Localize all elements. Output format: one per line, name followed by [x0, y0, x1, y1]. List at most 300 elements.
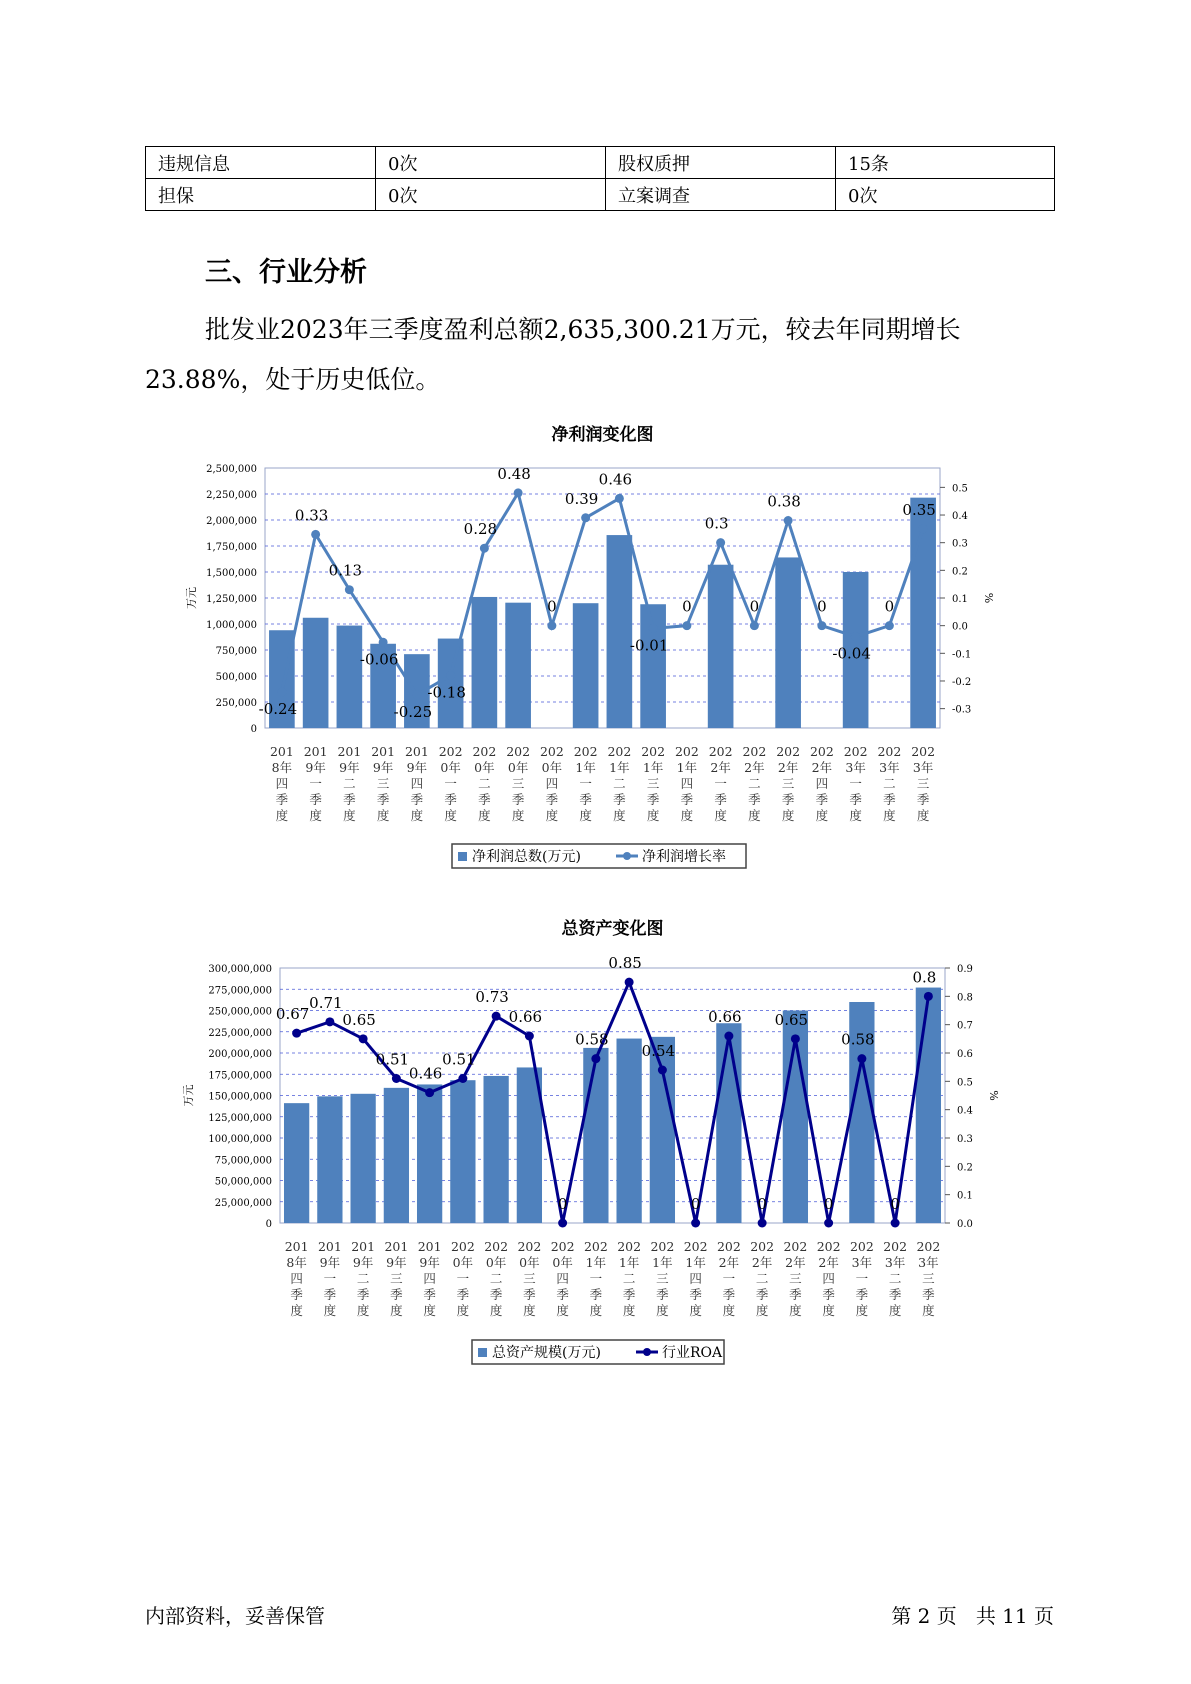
legend-label: 净利润总数(万元) [472, 849, 581, 865]
data-label: 0.46 [408, 1064, 443, 1083]
line-point [547, 621, 556, 630]
chart-title: 总资产变化图 [561, 919, 664, 939]
category-label: 1年 [685, 1255, 706, 1270]
data-label: 0 [757, 1195, 767, 1213]
category-label: 季 [656, 1287, 669, 1302]
category-label: 季 [622, 1287, 636, 1302]
category-label: 202 [607, 744, 632, 759]
category-label: 2年 [818, 1255, 839, 1270]
category-label: 季 [309, 792, 322, 807]
category-label: 季 [714, 792, 727, 807]
line-point [924, 992, 933, 1001]
table-cell: 股权质押 [606, 147, 836, 179]
category-label: 202 [708, 744, 733, 759]
category-label: 201 [317, 1239, 342, 1254]
line-point [658, 1066, 667, 1075]
y-tick-label: 2,250,000 [206, 490, 257, 501]
legend-label: 行业ROA [662, 1345, 723, 1361]
category-label: 季 [523, 1287, 536, 1302]
category-label: 度 [722, 1303, 736, 1318]
category-label: 一 [456, 1271, 470, 1286]
category-label: 二 [478, 776, 491, 791]
category-label: 度 [855, 1303, 869, 1318]
bar [916, 988, 941, 1223]
category-label: 二 [883, 776, 896, 791]
y-tick-label: 300,000,000 [208, 964, 272, 975]
bar [716, 1023, 741, 1223]
category-label: 二 [755, 1271, 769, 1286]
category-label: 度 [689, 1303, 702, 1318]
y-tick-label: 275,000,000 [208, 985, 272, 997]
line-point [345, 585, 354, 594]
category-label: 四 [410, 776, 424, 791]
category-label: 202 [484, 1239, 509, 1254]
category-label: 2年 [777, 760, 799, 775]
category-label: 度 [523, 1303, 536, 1318]
category-label: 季 [755, 1287, 769, 1302]
data-label: -0.24 [258, 700, 298, 719]
category-label: 1年 [585, 1255, 607, 1270]
line-point [750, 621, 759, 630]
y2-axis-label: % [982, 592, 995, 604]
data-label: 0.66 [508, 1008, 543, 1026]
category-label: 季 [849, 792, 862, 807]
line-point [824, 1219, 833, 1228]
category-label: 三 [390, 1271, 403, 1286]
category-label: 二 [343, 776, 356, 791]
category-label: 201 [417, 1239, 442, 1254]
category-label: 201 [303, 744, 328, 759]
bar [583, 1048, 608, 1223]
table-row [146, 179, 1055, 211]
legend-label: 净利润增长率 [642, 849, 726, 865]
category-label: 度 [822, 1303, 835, 1318]
y-tick-label: 1,750,000 [206, 542, 257, 553]
table-cell: 0次 [376, 179, 606, 211]
line-point [558, 1219, 567, 1228]
category-label: 度 [489, 1303, 503, 1318]
line-point [885, 621, 894, 630]
bar [505, 603, 531, 728]
line-point [682, 621, 691, 630]
table-cell: 担保 [146, 179, 376, 211]
y2-tick-label: 0.3 [957, 1134, 973, 1145]
category-label: 季 [589, 1287, 603, 1302]
table-cell: 立案调查 [606, 179, 836, 211]
y2-tick-label: 0.5 [952, 483, 968, 495]
category-label: 三 [916, 776, 930, 791]
data-label: 0.51 [442, 1050, 476, 1069]
y2-tick-label: -0.1 [952, 649, 972, 661]
category-label: 度 [680, 808, 694, 823]
y2-tick-label: -0.3 [952, 704, 972, 716]
data-label: 0.38 [767, 492, 801, 511]
data-label: 0.67 [275, 1005, 310, 1024]
category-label: 二 [622, 1271, 636, 1286]
category-label: 9年 [372, 760, 394, 775]
y2-tick-label: 0.5 [957, 1077, 973, 1089]
line-point [480, 544, 489, 553]
category-label: 9年 [406, 760, 428, 775]
category-label: 季 [722, 1287, 736, 1302]
data-label: 0.13 [328, 561, 363, 580]
category-label: 0年 [541, 760, 563, 775]
y-tick-label: 250,000 [215, 698, 257, 709]
category-label: 四 [290, 1271, 303, 1286]
data-label: -0.06 [359, 650, 399, 669]
category-label: 季 [748, 792, 761, 807]
data-label: 0.58 [841, 1030, 875, 1049]
y-tick-label: 0 [265, 1219, 272, 1230]
category-label: 一 [323, 1271, 337, 1286]
section-title: 三、行业分析 [205, 257, 367, 288]
table-cell: 15条 [836, 147, 1055, 179]
category-label: 季 [556, 1287, 569, 1302]
category-label: 3年 [884, 1255, 906, 1270]
y-axis-label: 万元 [185, 587, 198, 609]
category-label: 8年 [271, 760, 293, 775]
y-tick-label: 2,500,000 [206, 464, 257, 475]
footer-page-number: 第 2 页 共 11 页 [891, 1604, 1054, 1628]
bar [775, 557, 801, 728]
data-label: 0.85 [608, 954, 642, 973]
category-label: 度 [916, 808, 930, 823]
category-label: 202 [816, 1239, 841, 1254]
category-label: 季 [922, 1287, 935, 1302]
category-label: 0年 [474, 760, 495, 775]
category-label: 9年 [305, 760, 326, 775]
line-point [581, 513, 590, 522]
y2-axis-label: % [987, 1090, 1000, 1101]
legend-line-marker [643, 1348, 651, 1356]
bar [284, 1103, 309, 1223]
footer-confidential: 内部资料，妥善保管 [145, 1604, 325, 1628]
category-label: 度 [622, 1303, 636, 1318]
category-label: 202 [674, 744, 699, 759]
data-label: 0.46 [598, 470, 633, 489]
category-label: 四 [556, 1271, 569, 1286]
category-label: 季 [815, 792, 829, 807]
legend-bar-swatch [478, 1348, 487, 1357]
data-label: 0 [884, 597, 895, 616]
category-label: 季 [478, 792, 491, 807]
line-point [311, 530, 320, 539]
data-label: 0.35 [902, 500, 936, 519]
category-label: 201 [284, 1239, 309, 1254]
category-label: 202 [683, 1239, 708, 1254]
line-point [784, 516, 793, 525]
y-tick-label: 125,000,000 [208, 1112, 272, 1124]
y2-tick-label: 0.7 [957, 1020, 973, 1032]
category-label: 四 [680, 776, 694, 791]
category-label: 2年 [811, 760, 833, 775]
y2-tick-label: 0.1 [952, 594, 968, 605]
category-label: 季 [323, 1287, 337, 1302]
line-point [851, 632, 860, 641]
category-label: 度 [755, 1303, 769, 1318]
category-label: 季 [390, 1287, 403, 1302]
category-label: 季 [888, 1287, 902, 1302]
category-label: 季 [423, 1287, 436, 1302]
category-label: 202 [783, 1239, 808, 1254]
data-label: -0.01 [629, 636, 669, 655]
category-label: 202 [750, 1239, 775, 1254]
data-label: 0 [890, 1195, 900, 1213]
line-point [724, 1032, 733, 1041]
y2-tick-label: 0.0 [957, 1219, 973, 1230]
category-label: 度 [511, 808, 525, 823]
category-label: 四 [815, 776, 829, 791]
net-profit-chart [0, 420, 1191, 880]
category-label: 202 [550, 1239, 575, 1254]
y2-tick-label: 0.4 [957, 1105, 973, 1117]
line-point [359, 1034, 368, 1043]
category-label: 1年 [609, 760, 630, 775]
category-label: 202 [617, 1239, 642, 1254]
y2-tick-label: 0.3 [952, 538, 968, 550]
y-tick-label: 100,000,000 [208, 1134, 272, 1145]
category-label: 度 [390, 1303, 403, 1318]
y2-tick-label: 0.1 [957, 1190, 973, 1202]
category-label: 二 [356, 1271, 370, 1286]
bar [607, 535, 633, 728]
category-label: 201 [351, 1239, 376, 1254]
category-label: 9年 [419, 1255, 440, 1270]
data-label: 0.33 [294, 506, 329, 525]
category-label: 202 [641, 744, 666, 759]
category-label: 三 [511, 776, 525, 791]
line-point [591, 1054, 600, 1063]
category-label: 202 [843, 744, 868, 759]
legend-line-marker [623, 852, 631, 860]
category-label: 度 [356, 1303, 370, 1318]
y-tick-label: 175,000,000 [208, 1070, 272, 1082]
category-label: 度 [748, 808, 761, 823]
y-tick-label: 500,000 [215, 672, 257, 683]
y-tick-label: 1,000,000 [206, 620, 257, 631]
category-label: 3年 [845, 760, 866, 775]
category-label: 四 [423, 1271, 436, 1286]
line-point [891, 1219, 900, 1228]
data-label: -0.04 [832, 644, 871, 663]
category-label: 3年 [912, 760, 934, 775]
category-label: 201 [384, 1239, 409, 1254]
risk-info-table [145, 146, 1055, 211]
category-label: 季 [356, 1287, 370, 1302]
category-label: 度 [781, 808, 795, 823]
data-label: 0 [682, 597, 692, 616]
category-label: 一 [855, 1271, 869, 1286]
legend-label: 总资产规模(万元) [492, 1345, 601, 1361]
category-label: 0年 [507, 760, 529, 775]
data-label: 0.48 [497, 464, 531, 483]
category-label: 202 [450, 1239, 475, 1254]
table-cell: 0次 [376, 147, 606, 179]
y-tick-label: 750,000 [215, 646, 257, 657]
line-point [458, 1074, 467, 1083]
line-point [525, 1032, 534, 1041]
category-label: 季 [680, 792, 694, 807]
line-point [716, 538, 725, 547]
category-label: 202 [506, 744, 531, 759]
category-label: 季 [789, 1287, 802, 1302]
data-label: 0 [690, 1195, 701, 1213]
line-point [277, 688, 286, 697]
category-label: 0年 [552, 1255, 573, 1270]
category-label: 度 [613, 808, 626, 823]
bar [450, 1080, 475, 1223]
category-label: 202 [911, 744, 936, 759]
y2-tick-label: 0.2 [952, 566, 968, 578]
category-label: 季 [444, 792, 457, 807]
category-label: 一 [722, 1271, 736, 1286]
category-label: 二 [613, 776, 626, 791]
data-label: 0.65 [342, 1010, 376, 1029]
line-point [492, 1012, 501, 1021]
data-label: 0 [817, 597, 827, 616]
category-label: 一 [849, 776, 862, 791]
data-label: 0.71 [309, 993, 343, 1012]
line-point [615, 494, 624, 503]
category-label: 0年 [519, 1255, 540, 1270]
y-tick-label: 250,000,000 [208, 1006, 272, 1018]
category-label: 度 [646, 808, 660, 823]
bar [350, 1094, 375, 1223]
data-label: 0.28 [463, 520, 498, 539]
category-label: 度 [883, 808, 896, 823]
category-label: 一 [714, 776, 727, 791]
category-label: 0年 [485, 1255, 507, 1270]
category-label: 3年 [879, 760, 900, 775]
bar [708, 565, 734, 728]
legend-bar-swatch [458, 852, 467, 861]
category-label: 季 [579, 792, 592, 807]
category-label: 一 [444, 776, 457, 791]
data-label: 0.66 [708, 1008, 742, 1026]
category-label: 202 [742, 744, 767, 759]
y-axis-label: 万元 [182, 1084, 195, 1107]
category-label: 8年 [286, 1255, 307, 1270]
bar [573, 603, 599, 728]
category-label: 三 [781, 776, 795, 791]
y-tick-label: 1,250,000 [206, 594, 257, 605]
category-label: 季 [822, 1287, 835, 1302]
y-tick-label: 150,000,000 [208, 1091, 272, 1103]
bar [483, 1076, 508, 1223]
category-label: 9年 [352, 1255, 374, 1270]
category-label: 季 [456, 1287, 470, 1302]
category-label: 202 [517, 1239, 542, 1254]
category-label: 季 [613, 792, 626, 807]
chart-title: 净利润变化图 [551, 425, 654, 445]
category-label: 202 [539, 744, 564, 759]
category-label: 一 [309, 776, 322, 791]
line-point [857, 1054, 866, 1063]
category-label: 0年 [452, 1255, 474, 1270]
category-label: 202 [438, 744, 463, 759]
table-cell: 违规信息 [146, 147, 376, 179]
category-label: 度 [423, 1303, 436, 1318]
category-label: 201 [404, 744, 429, 759]
category-label: 度 [579, 808, 592, 823]
y2-tick-label: 0.2 [957, 1162, 973, 1174]
line-point [649, 624, 658, 633]
y-tick-label: 200,000,000 [208, 1049, 272, 1060]
category-label: 202 [877, 744, 902, 759]
category-label: 2年 [744, 760, 765, 775]
line-point [292, 1029, 301, 1038]
category-label: 9年 [319, 1255, 341, 1270]
category-label: 三 [789, 1271, 802, 1286]
category-label: 201 [269, 744, 294, 759]
category-label: 四 [275, 776, 289, 791]
data-label: 0.3 [704, 514, 729, 533]
line-point [758, 1219, 767, 1228]
y2-tick-label: 0.0 [952, 621, 968, 633]
data-label: 0.54 [641, 1042, 676, 1060]
category-label: 度 [309, 808, 322, 823]
bar [616, 1039, 641, 1223]
line-point [919, 524, 928, 533]
category-label: 9年 [339, 760, 360, 775]
y-tick-label: 25,000,000 [214, 1197, 272, 1209]
analysis-paragraph: 批发业2023年三季度盈利总额2,635,300.21万元，较去年同期增长23.88%，处于历史低位。 [145, 315, 961, 394]
bar [472, 597, 498, 728]
data-label: 0.58 [575, 1030, 609, 1049]
category-label: 度 [556, 1303, 569, 1318]
category-label: 季 [689, 1287, 702, 1302]
category-label: 三 [656, 1271, 669, 1286]
category-label: 度 [290, 1303, 303, 1318]
category-label: 度 [376, 808, 390, 823]
line-point [514, 488, 523, 497]
category-label: 季 [883, 792, 896, 807]
category-label: 202 [776, 744, 801, 759]
category-label: 201 [337, 744, 362, 759]
category-label: 9年 [386, 1255, 407, 1270]
category-label: 季 [343, 792, 356, 807]
line-point [379, 638, 388, 647]
category-label: 季 [545, 792, 559, 807]
category-label: 四 [545, 776, 559, 791]
bar [337, 626, 363, 728]
y2-tick-label: 0.9 [957, 964, 973, 975]
category-label: 四 [822, 1271, 835, 1286]
category-label: 季 [646, 792, 660, 807]
category-label: 202 [573, 744, 598, 759]
category-label: 度 [789, 1303, 802, 1318]
category-label: 202 [716, 1239, 741, 1254]
category-label: 季 [511, 792, 525, 807]
category-label: 1年 [642, 760, 664, 775]
bar [384, 1088, 409, 1223]
category-label: 度 [815, 808, 829, 823]
category-label: 202 [883, 1239, 908, 1254]
line-point [446, 671, 455, 680]
category-label: 2年 [718, 1255, 740, 1270]
data-label: 0 [547, 597, 557, 616]
y-tick-label: 0 [250, 724, 257, 735]
category-label: 季 [376, 792, 390, 807]
category-label: 2年 [751, 1255, 773, 1270]
category-label: 四 [689, 1271, 702, 1286]
data-label: 0 [749, 597, 760, 616]
category-label: 202 [583, 1239, 608, 1254]
y-tick-label: 225,000,000 [208, 1027, 272, 1039]
category-label: 度 [343, 808, 356, 823]
category-label: 202 [472, 744, 497, 759]
category-label: 201 [371, 744, 396, 759]
